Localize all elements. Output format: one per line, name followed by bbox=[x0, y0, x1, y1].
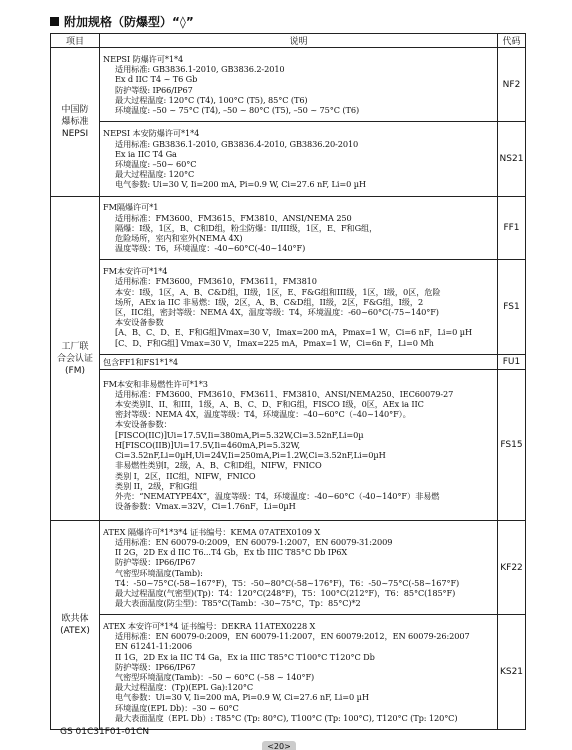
desc-line: 适用标准: GB3836.1-2010, GB3836.4-2010, GB3836.20-2010 bbox=[115, 138, 359, 149]
row-desc bbox=[100, 370, 498, 521]
table-row bbox=[51, 615, 526, 730]
section-title-text: 附加规格（防爆型）“◊” bbox=[64, 15, 194, 29]
desc-line: 温度等级：T6，环境温度：-40~60°C(-40~140°F) bbox=[115, 243, 306, 254]
desc-line: [A、B、C、D、E、F和G组]Vmax=30 V，Imax=200 mA，Pmax=1 W，Ci=6 nF，Li=0 µH bbox=[115, 327, 472, 338]
desc-line: 防护等级：IP66/IP67 bbox=[115, 557, 196, 568]
desc-line: 环境温度: –50~ 60°C bbox=[115, 159, 197, 169]
group-label: 中国防 爆标准 NEPSI bbox=[61, 105, 89, 139]
desc-line: 区，IIC组，密封等级：NEMA 4X，温度等级：T4，环境温度：-60~60°C(-75~140°F) bbox=[115, 307, 439, 317]
row-code: FS15 bbox=[498, 370, 526, 521]
row-code: FF1 bbox=[498, 197, 526, 260]
desc-line: 适用标准：FM3600、FM3615、FM3810、ANSI/NEMA 250 bbox=[115, 212, 352, 223]
desc-line: 密封等级：NEMA 4X，温度等级：T4，环境温度：–40~60°C（–40~140°F）。 bbox=[115, 409, 411, 420]
desc-line: 电气参数：Ui=30 V, Ii=200 mA, Pi=0.9 W, Ci=27.6 nF, Li=0 µH bbox=[115, 692, 369, 703]
group-atex bbox=[51, 521, 100, 730]
table-header-row bbox=[51, 34, 526, 48]
row-desc bbox=[100, 197, 498, 260]
desc-line: 电气参数: Ui=30 V, Ii=200 mA, Pi=0.9 W, Ci=27.6 nF, Li=0 µH bbox=[115, 179, 366, 190]
desc-line: 外壳：“NEMATYPE4X”，温度等级：T4，环境温度：-40~60°C（-40~140°F）非易燃 bbox=[115, 490, 440, 501]
desc-line: 适用标准：FM3600、FM3610、FM3611、FM3810、ANSI/NEMA250、IEC60079-27 bbox=[115, 388, 454, 399]
desc-line: 环境温度(EPL Db)：–30 ~ 60°C bbox=[115, 702, 239, 713]
row-heading: ATEX 本安许可*1*4 证书编号：DEKRA 11ATEX0228 X bbox=[103, 620, 316, 631]
desc-line: II 1G，2D Ex ia IIC T4 Ga，Ex ia IIIC T85°C T100°C T120°C Db bbox=[115, 651, 375, 662]
desc-line: 非易燃性类别I，2级，A、B、C和D组，NIFW，FNICO bbox=[115, 460, 322, 471]
header-item: 项目 bbox=[51, 34, 100, 48]
row-desc bbox=[100, 122, 498, 197]
bullet-square-icon bbox=[50, 17, 59, 26]
desc-line: 适用标准: GB3836.1-2010, GB3836.2-2010 bbox=[115, 64, 285, 75]
desc-line: 防护等级：IP66/IP67 bbox=[115, 661, 196, 672]
row-code: KF22 bbox=[498, 521, 526, 615]
table-row bbox=[51, 370, 526, 521]
table-row bbox=[51, 197, 526, 260]
desc-line: 类别 II，2级，F和G组 bbox=[115, 480, 198, 491]
footer-doc-number: GS 01C31F01-01CN bbox=[60, 727, 150, 737]
desc-line: T4：-50~75°C(-58~167°F)，T5：-50~80°C(-58~176°F)，T6：-50~75°C(-58~167°F) bbox=[115, 577, 460, 588]
desc-line: H[FISCO(IIB)]Ui=17.5V,Ii=460mA,Pi=5.32W, bbox=[115, 439, 301, 450]
desc-line: 本安设备参数： bbox=[115, 419, 172, 430]
desc-line: 设备参数：Vmax.=32V，Ci=1.76nF，Li=0µH bbox=[115, 501, 296, 512]
desc-line: 气密型环境温度(Tamb): bbox=[115, 567, 203, 578]
table-row bbox=[51, 122, 526, 197]
table-row bbox=[51, 260, 526, 355]
desc-line: 气密型环境温度(Tamb)：–50 ~ 60°C (–58 ~ 140°F) bbox=[115, 672, 315, 682]
group-nepsi bbox=[51, 48, 100, 197]
row-heading: ATEX 隔爆许可*1*3*4 证书编号：KEMA 07ATEX0109 X bbox=[103, 526, 321, 537]
row-code: NS21 bbox=[498, 122, 526, 197]
row-desc bbox=[100, 260, 498, 355]
row-code: KS21 bbox=[498, 615, 526, 730]
desc-line: 最大表面温度(防尘型)：T85°C(Tamb：-30~75°C，Tp：85°C)*2 bbox=[115, 598, 361, 609]
desc-line: 隔爆：I级，1区，B、C和D组，粉尘防爆：II/III级，1区，E、F和G组， bbox=[115, 222, 378, 233]
desc-line: [C、D、F和G组] Vmax=30 V，Imax=225 mA，Pmax=1 W，Ci=6n F，Li=0 Mh bbox=[115, 337, 434, 348]
row-heading: FM本安许可*1*4 bbox=[103, 266, 168, 277]
desc-line: 环境温度: –50 ~ 75°C (T4), –50 ~ 80°C (T5), –50 ~ 75°C (T6) bbox=[115, 104, 360, 115]
desc-line: 最大过程温度: 120°C (T4), 100°C (T5), 85°C (T6) bbox=[115, 94, 308, 105]
desc-line: II 2G，2D Ex d IIC T6...T4 Gb，Ex tb IIIC T85°C Db IP6X bbox=[115, 547, 348, 558]
desc-line: [FISCO(IIC)]Ui=17.5V,Ii=380mA,Pi=5.32W,Ci=3.52nF,Li=0µ bbox=[115, 429, 364, 440]
header-code: 代码 bbox=[498, 34, 526, 48]
desc-line: Ci=3.52nF,Li=0µH,Ui=24V,Ii=250mA,Pi=1.2W,Ci=3.52nF,Li=0µH bbox=[115, 450, 386, 461]
header-desc: 说明 bbox=[100, 34, 498, 48]
desc-line: 适用标准：EN 60079-0:2009，EN 60079-11:2007，EN 60079:2012，EN 60079-26:2007 bbox=[115, 631, 470, 642]
row-code: NF2 bbox=[498, 48, 526, 122]
table-row bbox=[51, 48, 526, 122]
desc-line: 危险场所，室内和室外(NEMA 4X) bbox=[115, 233, 243, 244]
row-code: FS1 bbox=[498, 260, 526, 355]
group-fm bbox=[51, 197, 100, 521]
table-row bbox=[51, 355, 526, 370]
group-label: 工厂联 合会认证 (FM) bbox=[56, 341, 93, 376]
desc-line: Ex ia IIC T4 Ga bbox=[115, 148, 177, 159]
group-label: 欧共体 (ATEX) bbox=[60, 614, 90, 636]
section-title bbox=[50, 13, 194, 30]
desc-line: 本安类别I、II、和III，1级，A、B、C、D、F和G组，FISCO I级，0区，AEx ia IIC bbox=[115, 399, 424, 410]
row-desc bbox=[100, 615, 498, 730]
desc-line: 最大过程温度(气密型)(Tp)：T4：120°C(248°F)，T5：100°C(212°F)，T6：85°C(185°F) bbox=[115, 587, 456, 598]
row-heading: NEPSI 防爆许可*1*4 bbox=[103, 53, 184, 64]
row-heading: FM本安和非易燃性许可*1*3 bbox=[103, 378, 208, 389]
desc-line: Ex d IIC T4 ~ T6 Gb bbox=[115, 74, 198, 85]
desc-line: 最大过程温度：(Tp)(EPL Ga):120°C bbox=[115, 682, 253, 693]
row-desc bbox=[100, 521, 498, 615]
desc-line: 本安设备参数 bbox=[115, 317, 164, 328]
desc-line: 适用标准：FM3600，FM3610，FM3611，FM3810 bbox=[115, 276, 317, 287]
desc-line: EN 61241-11:2006 bbox=[115, 641, 192, 652]
table-row bbox=[51, 521, 526, 615]
desc-line: 最大过程温度: 120°C bbox=[115, 169, 195, 180]
desc-line: 最大表面温度（EPL Db）: T85°C (Tp: 80°C), T100°C (Tp: 100°C), T120°C (Tp: 120°C) bbox=[115, 712, 458, 723]
desc-line: 适用标准：EN 60079-0:2009，EN 60079-1:2007，EN 60079-31:2009 bbox=[115, 536, 393, 547]
row-heading: NEPSI 本安防爆许可*1*4 bbox=[103, 128, 200, 139]
desc-line: 防护等级: IP66/IP67 bbox=[115, 84, 193, 95]
row-desc bbox=[100, 48, 498, 122]
desc-line: 本安：I级，1区，A、B、C&D组，II级，1区，E、F&G组和III级，1区，I级，0区，危险 bbox=[115, 286, 441, 297]
desc-line: 类别 I，2区，IIC组，NIFW，FNICO bbox=[115, 470, 256, 481]
spec-table bbox=[50, 33, 526, 730]
row-heading: 包含FF1和FS1*1*4 bbox=[103, 356, 178, 367]
page-number: <20> bbox=[262, 741, 296, 750]
desc-line: 场所，AEx ia IIC 非易燃：I级，2区，A、B、C&D组，II级，2区，F&G组，I级，2 bbox=[115, 296, 424, 307]
row-code: FU1 bbox=[498, 355, 526, 370]
row-desc bbox=[100, 355, 498, 370]
row-heading: FM隔爆许可*1 bbox=[103, 202, 159, 213]
